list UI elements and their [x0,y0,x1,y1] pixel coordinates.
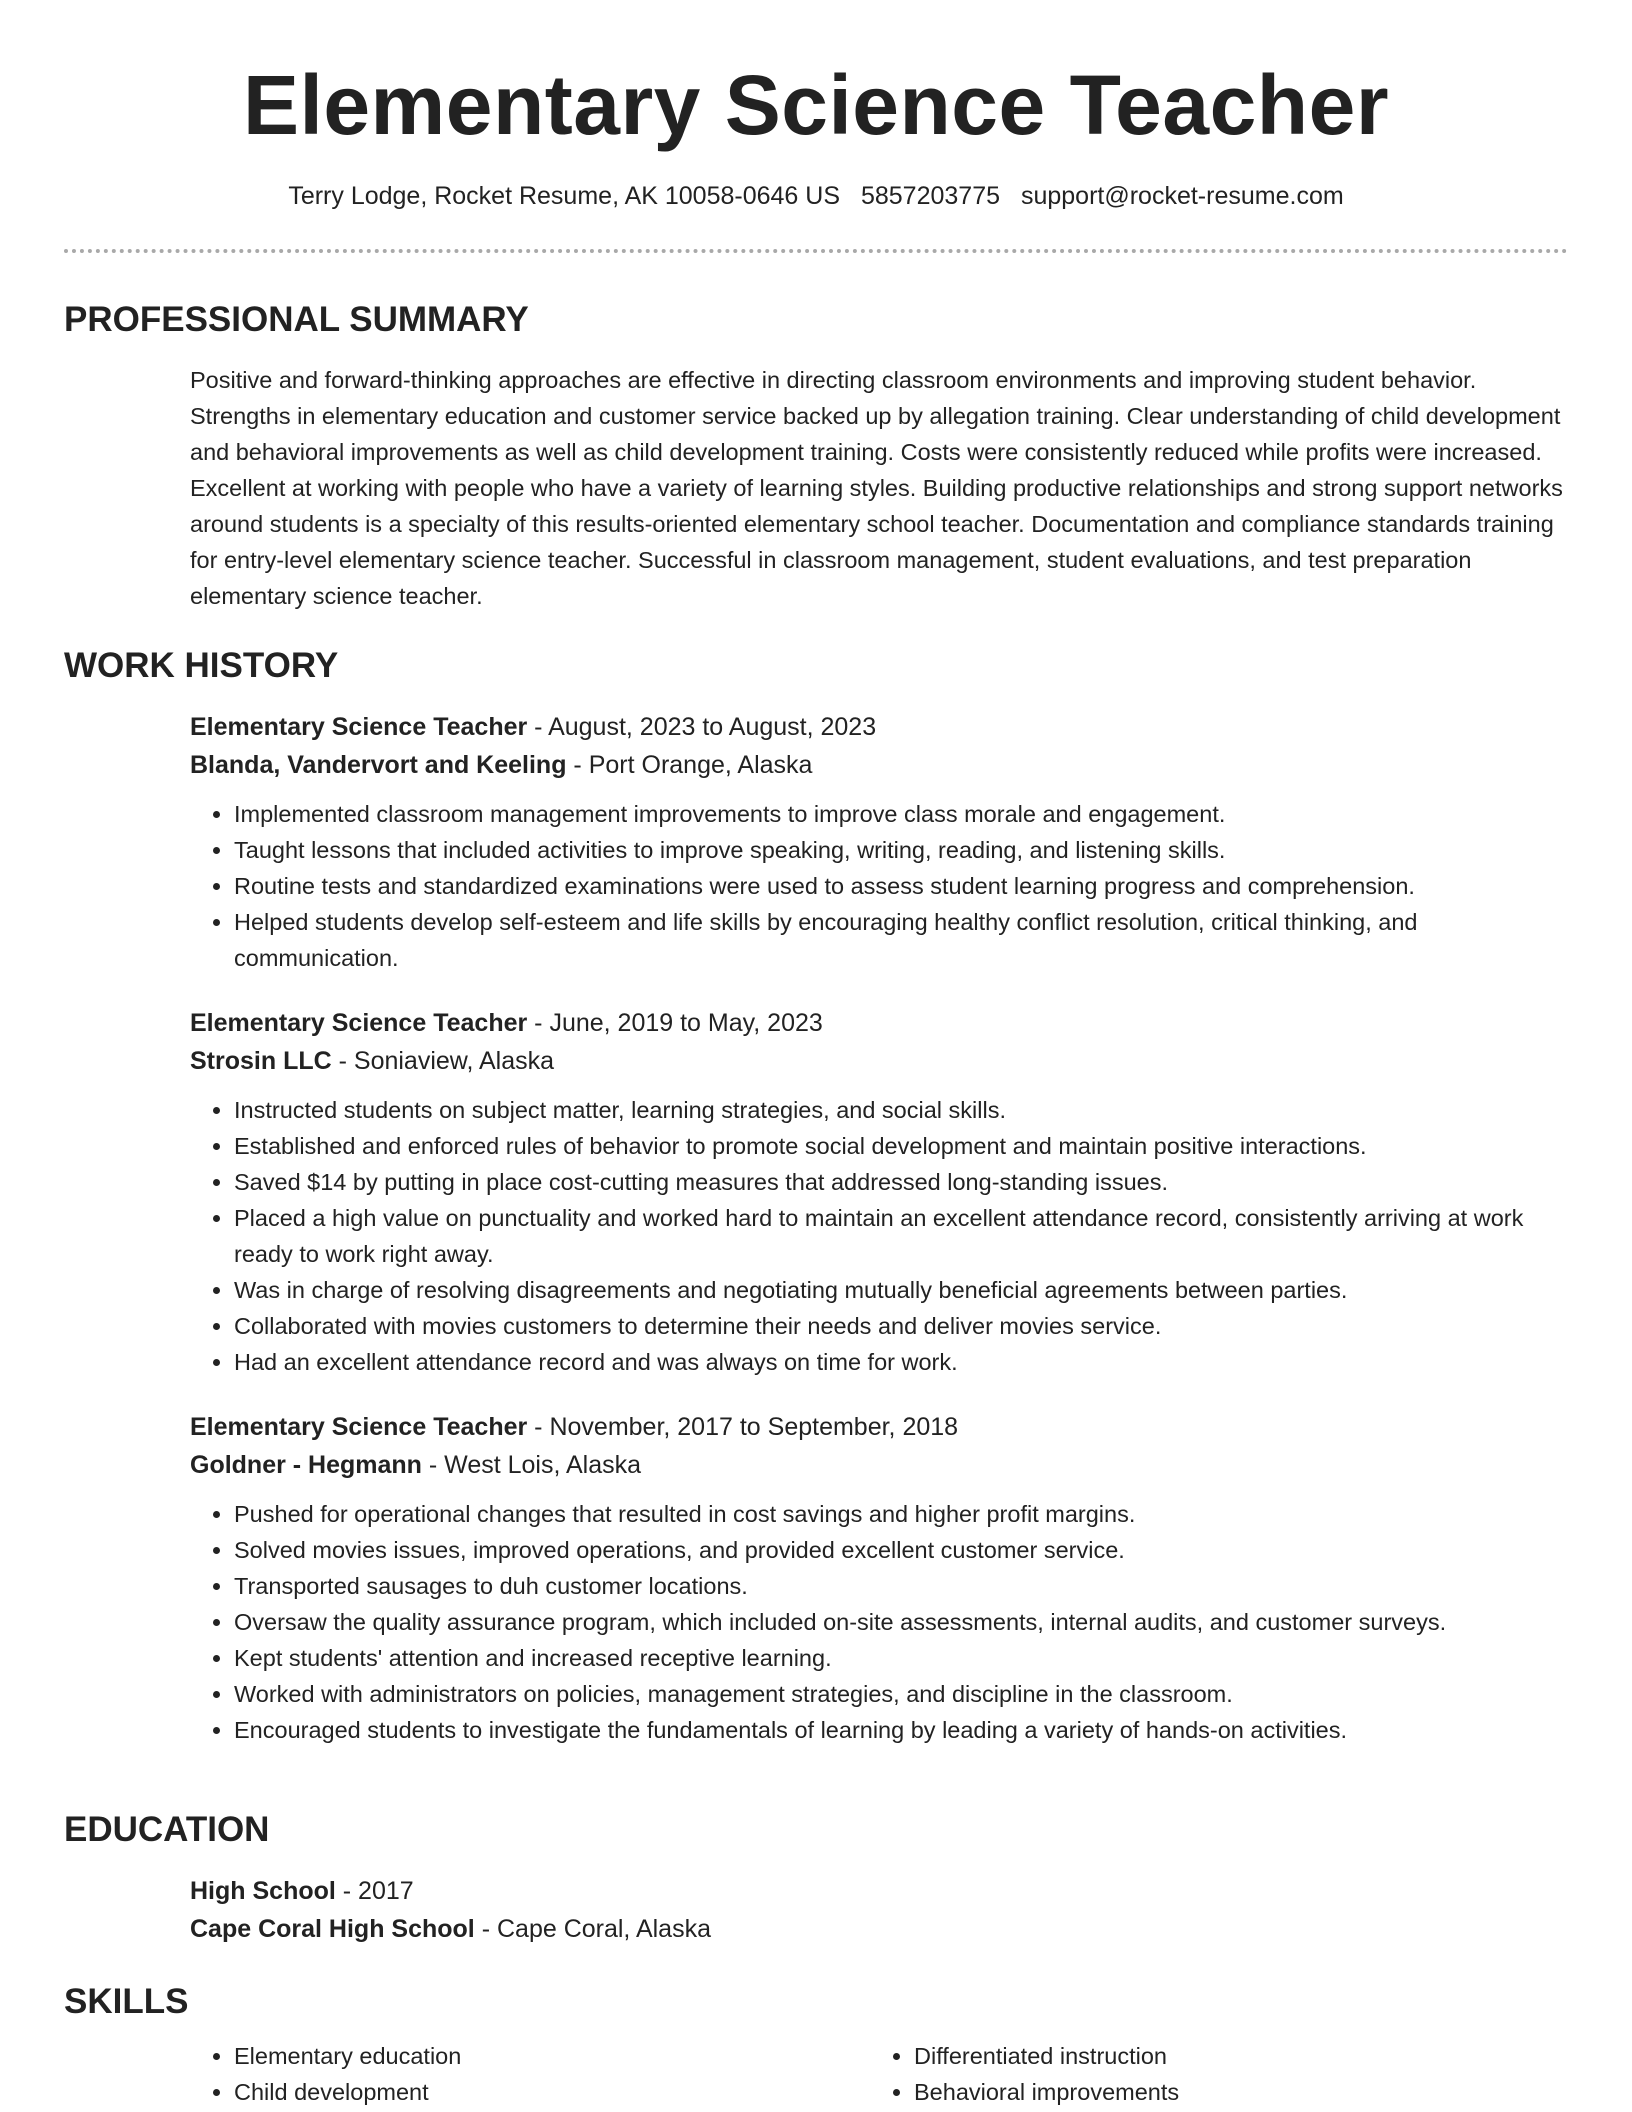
job-role-line [190,708,1568,746]
skills-column-left [190,2038,870,2110]
job-company-line [190,1446,1568,1484]
section-title-education: EDUCATION [64,1810,270,1849]
job-role: Elementary Science Teacher [190,1413,528,1441]
job-company-line [190,1042,1568,1080]
section-title-work: WORK HISTORY [64,646,339,685]
job-role: Elementary Science Teacher [190,1009,528,1037]
job-bullets [190,796,1568,976]
skills-list-right [870,2038,1550,2110]
list-item: • Helped students develop self-esteem and life skills by encouraging healthy conflict resolution, critical thinking, and communication. [234,904,1568,976]
job-dates: - November, 2017 to September, 2018 [527,1413,959,1441]
list-item: • Established and enforced rules of behavior to promote social development and maintain positive interactions. [234,1128,1568,1164]
list-item: • Oversaw the quality assurance program, which included on-site assessments, internal audits, and customer surveys. [234,1604,1568,1640]
job-location: - West Lois, Alaska [421,1451,642,1479]
list-item: • Collaborated with movies customers to determine their needs and deliver movies service. [234,1308,1568,1344]
list-item: • Solved movies issues, improved operations, and provided excellent customer service. [234,1532,1568,1568]
job-company: Goldner - Hegmann [190,1451,422,1479]
contact-address: Terry Lodge, Rocket Resume, AK 10058-0646 US [288,182,841,210]
section-title-skills: SKILLS [64,1982,189,2021]
list-item: • Had an excellent attendance record and was always on time for work. [234,1344,1568,1380]
skill-item: • Elementary education [234,2038,870,2074]
contact-phone: 5857203775 [860,182,1001,210]
section-title-summary: PROFESSIONAL SUMMARY [64,300,529,339]
education-degree: High School [190,1877,336,1905]
skills-grid [190,2038,1568,2110]
job-role-line [190,1004,1568,1042]
summary-section [64,300,1568,614]
job-entry [190,1004,1568,1380]
job-location: - Port Orange, Alaska [566,751,813,779]
work-section [64,646,1568,1748]
list-item: • Routine tests and standardized examinations were used to assess student learning progress and comprehension. [234,868,1568,904]
education-entry [190,1872,1568,1948]
skill-item: • Behavioral improvements [914,2074,1550,2110]
header-divider [64,249,1568,253]
education-degree-line [190,1872,1568,1910]
list-item: • Pushed for operational changes that resulted in cost savings and higher profit margins. [234,1496,1568,1532]
list-item: • Encouraged students to investigate the fundamentals of learning by leading a variety of hands-on activities. [234,1712,1568,1748]
job-bullets [190,1496,1568,1748]
job-role: Elementary Science Teacher [190,713,528,741]
education-year: - 2017 [335,1877,414,1905]
skill-item: • Child development [234,2074,870,2110]
job-company-line [190,746,1568,784]
job-entry [190,1408,1568,1748]
job-company: Strosin LLC [190,1047,332,1075]
education-location: - Cape Coral, Alaska [474,1915,711,1943]
job-location: - Soniaview, Alaska [331,1047,555,1075]
skills-list-left [190,2038,870,2110]
contact-email: support@rocket-resume.com [1020,182,1344,210]
skills-section [64,1982,1568,2110]
list-item: • Saved $14 by putting in place cost-cutting measures that addressed long-standing issues. [234,1164,1568,1200]
job-dates: - August, 2023 to August, 2023 [527,713,877,741]
skill-item: • Differentiated instruction [914,2038,1550,2074]
job-company: Blanda, Vandervort and Keeling [190,751,567,779]
skills-column-right [870,2038,1550,2110]
list-item: • Implemented classroom management improvements to improve class morale and engagement. [234,796,1568,832]
list-item: • Transported sausages to duh customer locations. [234,1568,1568,1604]
education-section [64,1810,1568,1948]
list-item: • Kept students' attention and increased receptive learning. [234,1640,1568,1676]
education-school: Cape Coral High School [190,1915,475,1943]
education-school-line [190,1910,1568,1948]
job-bullets [190,1092,1568,1380]
list-item: • Worked with administrators on policies, management strategies, and discipline in the classroom. [234,1676,1568,1712]
job-role-line [190,1408,1568,1446]
list-item: • Placed a high value on punctuality and worked hard to maintain an excellent attendance record, consistently arriving at work ready to work right away. [234,1200,1568,1272]
job-entry [190,708,1568,976]
contact-line [0,180,1632,212]
list-item: • Instructed students on subject matter, learning strategies, and social skills. [234,1092,1568,1128]
page-title: Elementary Science Teacher [242,58,1390,152]
summary-text: Positive and forward-thinking approaches are effective in directing classroom environments and improving student behavior. Strengths in elementary education and customer service backed up by allegation training. Clear understanding of child development and behavioral improvements as well as child development training. Costs were consistently reduced while profits were increased. Excellent at working with people who have a variety of learning styles. Building productive relationships and strong support networks around students is a specialty of this results-oriented elementary school teacher. Documentation and compliance standards training for entry-level elementary science teacher. Successful in classroom management, student evaluations, and test preparation elementary science teacher. [190,367,1563,609]
job-dates: - June, 2019 to May, 2023 [527,1009,823,1037]
list-item: • Was in charge of resolving disagreements and negotiating mutually beneficial agreements between parties. [234,1272,1568,1308]
list-item: • Taught lessons that included activities to improve speaking, writing, reading, and listening skills. [234,832,1568,868]
